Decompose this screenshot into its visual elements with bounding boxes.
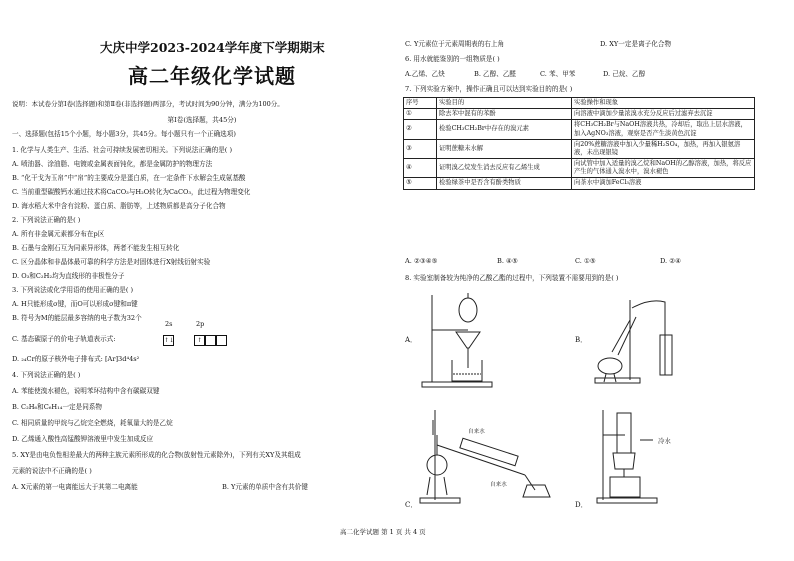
table-row <box>404 109 755 120</box>
apparatus-b-drawing <box>590 290 710 390</box>
table-cell: ④ <box>404 159 437 178</box>
orbital-diagram <box>163 330 227 349</box>
table-cell: 检验绿茶中是否含有酚类物质 <box>437 178 572 189</box>
q8-stem: 8. 实验室制备较为纯净的乙酸乙酯的过程中，下列装置不需要用到的是( ) <box>405 274 619 282</box>
section-title: 一、选择题(包括15个小题，每小题3分，共45分。每小题只有一个正确选项) <box>12 130 236 138</box>
page-footer: 高二化学试题 第 1 页 共 4 页 <box>340 528 426 536</box>
q2-stem: 2. 下列说法正确的是( ) <box>12 216 81 224</box>
apparatus-label-c: C． <box>405 501 418 509</box>
school-title: 大庆中学2023-2024学年度下学期期末 <box>100 40 325 55</box>
exam-title: 高二年级化学试题 <box>128 64 296 88</box>
q4-option-a: A. 苯能使溴水褪色，说明苯环结构中含有碳碳双键 <box>12 387 160 395</box>
table-header-row <box>404 98 755 109</box>
table-row <box>404 178 755 189</box>
orbital-2p-box-3 <box>216 335 227 346</box>
q7-stem: 7. 下列实验方案中，操作正确且可以达到实验目的的是( ) <box>405 85 573 93</box>
q4-option-d: D. 乙烯通入酸性高锰酸钾溶液里中发生加成反应 <box>12 435 154 443</box>
q1-option-a: A. 喷油器、涂油脂、电镀或金属表面钝化，都是金属防护的物理方法 <box>12 160 213 168</box>
table-cell: ③ <box>404 139 437 158</box>
table-cell: 将CH₃CH₂Br与NaOH溶液共热，冷却后，取出上层水溶液，加入AgNO₃溶液，观察是否产生淡黄色沉淀 <box>572 120 755 139</box>
apparatus-label-a: A． <box>405 336 418 344</box>
table-cell: 证明溴乙烷发生消去反应有乙烯生成 <box>437 159 572 178</box>
q4-option-c: C. 相同质量的甲烷与乙烷完全燃烧，耗氧量大的是乙烷 <box>12 419 173 427</box>
q5-option-d: D. XY一定是离子化合物 <box>600 40 672 48</box>
q1-stem: 1. 化学与人类生产、生活、社会可持续发展密切相关。下列说法正确的是( ) <box>12 146 233 154</box>
instructions: 说明：本试卷分第Ⅰ卷(选择题)和第Ⅱ卷(非选择题)两部分，考试时间为90分钟，满分为100分。 <box>12 100 284 108</box>
q6-option-b: B. 乙醇、乙醛 <box>474 70 517 78</box>
table-row <box>404 159 755 178</box>
apparatus-c-drawing <box>415 405 565 505</box>
orbital-2p-box-1: ↑ <box>194 335 205 346</box>
q5-option-a: A. X元素的第一电离能远大于其第二电离能 <box>12 483 138 491</box>
table-cell: ② <box>404 120 437 139</box>
q1-option-c: C. 当前重型碳酸钙水通过技术将CaCO₃与H₂O转化为CaCO₃，此过程为物理变化 <box>12 188 251 196</box>
q6-stem: 6. 用水就能鉴别的一组物质是( ) <box>405 55 500 63</box>
q3-option-a: A. H只能形成σ键，而O可以形成σ键和π键 <box>12 300 138 308</box>
q1-option-d: D. 海水稻大米中含有淀粉、蛋白质、脂肪等，上述物质都是高分子化合物 <box>12 202 226 210</box>
table-cell: 向试管中加入适量的溴乙烷和NaOH的乙醇溶液，加热，将反应产生的气体通入溴水中，溴水褪色 <box>572 159 755 178</box>
table-header-cell: 实验目的 <box>437 98 572 109</box>
q7-option-d: D. ②④ <box>660 257 682 265</box>
q6-option-c: C. 苯、甲苯 <box>540 70 576 78</box>
table-header-cell: 实验操作和现象 <box>572 98 755 109</box>
orbital-2p-label: 2p <box>196 320 205 328</box>
experiment-table <box>403 97 755 190</box>
table-cell: 证明蔗糖未水解 <box>437 139 572 158</box>
orbital-2s-label: 2s <box>165 320 173 328</box>
q7-option-c: C. ①⑤ <box>575 257 596 265</box>
q4-stem: 4. 下列说法正确的是( ) <box>12 371 81 379</box>
q7-option-b: B. ④⑤ <box>497 257 518 265</box>
condenser-water-in-label: 自来水 <box>468 429 485 435</box>
q3-stem: 3. 下列说法或化学用语的使用正确的是( ) <box>12 286 134 294</box>
cold-water-label: 冷水 <box>658 437 671 445</box>
q7-option-a: A. ②③④⑤ <box>405 257 438 265</box>
table-row <box>404 139 755 158</box>
q3-option-b: B. 符号为M的能层最多容纳的电子数为32个 <box>12 314 142 322</box>
orbital-2s-box: ↑↓ <box>164 337 175 344</box>
q6-option-d: D. 己烷、乙醇 <box>603 70 646 78</box>
q3-option-d: D. ₂₄Cr的原子核外电子排布式: [Ar]3d⁴4s² <box>12 355 140 363</box>
apparatus-a-drawing <box>420 290 500 390</box>
table-cell: ① <box>404 109 437 120</box>
table-cell: 检验CH₃CH₂Br中存在的溴元素 <box>437 120 572 139</box>
apparatus-label-d: D． <box>575 501 588 509</box>
table-cell: ⑤ <box>404 178 437 189</box>
q1-option-b: B. “化干戈为玉帛”中“帛”的主要成分是蛋白质，在一定条件下水解会生成氨基酸 <box>12 174 246 182</box>
q5-option-c: C. Y元素位于元素周期表的右上角 <box>405 40 505 48</box>
table-cell: 向20%蔗糖溶液中加入少量稀H₂SO₄，加热，再加入银氨溶液，未出现银镜 <box>572 139 755 158</box>
q5-stem-line2: 元素的说法中不正确的是( ) <box>12 467 92 475</box>
table-row <box>404 120 755 139</box>
table-cell: 向茶水中滴加FeCl₃溶液 <box>572 178 755 189</box>
table-header-cell: 序号 <box>404 98 437 109</box>
q2-option-b: B. 石墨与金刚石互为同素异形体，两者不能发生相互转化 <box>12 244 180 252</box>
table-cell: 向溶液中滴加少量浓溴水充分反应后过滤弃去沉淀 <box>572 109 755 120</box>
q5-option-b: B. Y元素的单质中含有共价键 <box>222 483 308 491</box>
condenser-water-out-label: 自来水 <box>490 482 507 488</box>
q2-option-a: A. 所有非金属元素都分布在p区 <box>12 230 105 238</box>
orbital-2p-box-2 <box>205 335 216 346</box>
q5-stem-line1: 5. XY是由电负性相差最大的两种主族元素所形成的化合物(放射性元素除外)，下列有关XY及其组成 <box>12 451 301 459</box>
q2-option-c: C. 区分晶体和非晶体最可靠的科学方法是对固体进行X射线衍射实验 <box>12 258 211 266</box>
q6-option-a: A.乙烯、乙炔 <box>405 70 445 78</box>
volume-title: 第Ⅰ卷(选择题，共45分) <box>167 116 237 124</box>
apparatus-label-b: B． <box>575 336 588 344</box>
q2-option-d: D. O₃和C₂H₂均为直线形的非极性分子 <box>12 272 125 280</box>
table-cell: 除去苯中混有的苯酚 <box>437 109 572 120</box>
q4-option-b: B. C₂H₆和C₆H₁₄一定是同系物 <box>12 403 103 411</box>
q3-option-c: C. 基态碳原子的价电子轨道表示式: <box>12 335 116 343</box>
apparatus-d-drawing <box>595 405 685 505</box>
